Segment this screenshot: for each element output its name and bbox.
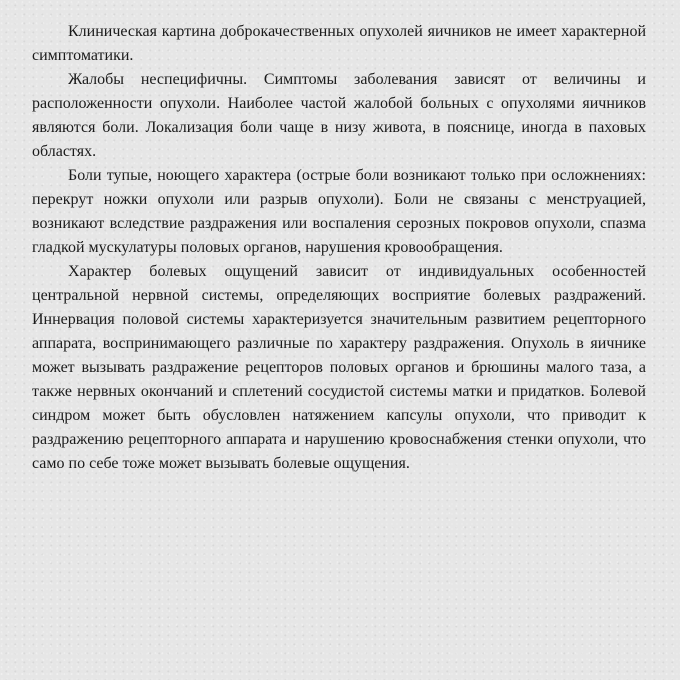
paragraph: Жалобы неспецифичны. Симптомы заболевания зависят от величины и расположенности опухоли. Наиболее частой жалобой больных с опухолями яичников являются боли. Локализация боли чаще в низу живота, в пояснице, иногда в паховых областях. [32,71,646,160]
paragraph: Клиническая картина доброкачественных опухолей яичников не имеет характерной симптоматики. [32,23,646,64]
document-page [32,20,646,660]
paragraph: Боли тупые, ноющего характера (острые боли возникают только при осложнениях: перекрут ножки опухоли или разрыв опухоли). Боли не связаны с менструацией, возникают вследствие раздражения или воспаления серозных покровов опухоли, спазма гладкой мускулатуры половых органов, нарушения кровообращения. [32,167,646,256]
paragraph: Характер болевых ощущений зависит от индивидуальных особенностей центральной нервной системы, определяющих восприятие болевых раздражений. Иннервация половой системы характеризуется значительным развитием рецепторного аппарата, воспринимающего различные по характеру раздражения. Опухоль в яичнике может вызывать раздражение рецепторов половых органов и брюшины малого таза, а также нервных окончаний и сплетений сосудистой системы матки и придатков. Болевой синдром может быть обусловлен натяжением капсулы опухоли, что приводит к раздражению рецепторного аппарата и нарушению кровоснабжения стенки опухоли, что само по себе тоже может вызывать болевые ощущения. [32,263,646,472]
